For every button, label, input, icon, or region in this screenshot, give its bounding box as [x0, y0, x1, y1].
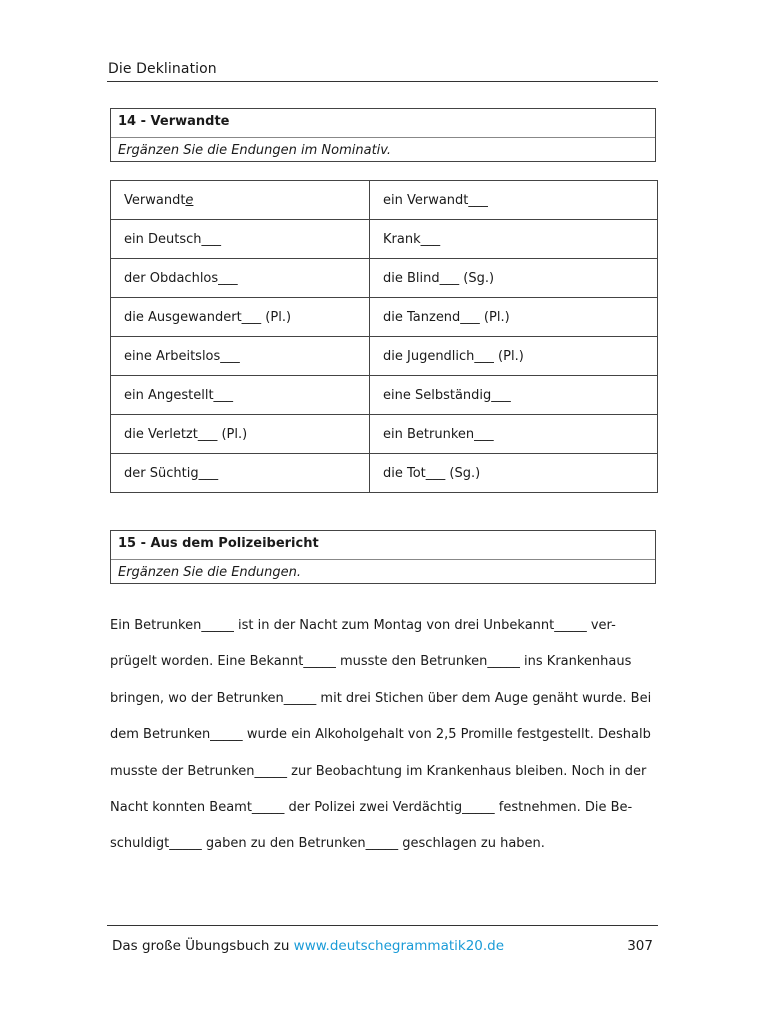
exercise-15-header	[110, 530, 656, 584]
header-rule	[107, 81, 658, 82]
exercise-15-text	[110, 608, 658, 863]
text-line: Nacht konnten Beamt_____ der Polizei zwei Verdächtig_____ festnehmen. Die Be-	[110, 799, 633, 815]
table-cell: ein Deutsch___	[111, 220, 370, 259]
footer-link[interactable]: www.deutschegrammatik20.de	[293, 938, 505, 954]
table-cell: die Blind___ (Sg.)	[370, 259, 658, 298]
table-cell: eine Selbständig___	[370, 376, 658, 415]
table-cell: ein Verwandt___	[370, 181, 658, 220]
table-row	[111, 259, 658, 298]
exercise-14-header	[110, 108, 656, 162]
exercise-14-table	[110, 180, 658, 493]
table-row	[111, 415, 658, 454]
table-cell: der Süchtig___	[111, 454, 370, 493]
table-cell: ein Betrunken___	[370, 415, 658, 454]
exercise-15-instruction: Ergänzen Sie die Endungen.	[118, 565, 302, 580]
table-cell: die Jugendlich___ (Pl.)	[370, 337, 658, 376]
table-cell: der Obdachlos___	[111, 259, 370, 298]
exercise-15-title: 15 - Aus dem Polizeibericht	[118, 536, 319, 551]
exercise-14-title: 14 - Verwandte	[118, 114, 230, 129]
table-cell: Krank___	[370, 220, 658, 259]
table-row	[111, 337, 658, 376]
example-word-stem: Verwandt	[124, 192, 186, 208]
table-cell: die Verletzt___ (Pl.)	[111, 415, 370, 454]
text-line: dem Betrunken_____ wurde ein Alkoholgehalt von 2,5 Promille festgestellt. Deshalb	[110, 727, 651, 743]
table-cell	[111, 181, 370, 220]
table-cell: ein Angestellt___	[111, 376, 370, 415]
table-row	[111, 376, 658, 415]
table-row	[111, 181, 658, 220]
table-cell: die Tanzend___ (Pl.)	[370, 298, 658, 337]
table-row	[111, 220, 658, 259]
exercise-15-divider	[111, 559, 655, 560]
exercise-14-divider	[111, 137, 655, 138]
running-header: Die Deklination	[108, 61, 217, 77]
table-row	[111, 454, 658, 493]
exercise-14-instruction: Ergänzen Sie die Endungen im Nominativ.	[118, 143, 392, 158]
table-cell: die Tot___ (Sg.)	[370, 454, 658, 493]
page-number: 307	[627, 938, 653, 954]
text-line: prügelt worden. Eine Bekannt_____ musste den Betrunken_____ ins Krankenhaus	[110, 654, 632, 670]
footer-rule	[107, 925, 658, 926]
example-word-ending: e	[185, 192, 194, 208]
table-cell: eine Arbeitslos___	[111, 337, 370, 376]
table-cell: die Ausgewandert___ (Pl.)	[111, 298, 370, 337]
footer-text: Das große Übungsbuch zu	[112, 938, 294, 954]
text-line: schuldigt_____ gaben zu den Betrunken_____ geschlagen zu haben.	[110, 836, 545, 852]
footer	[112, 938, 504, 954]
text-line: musste der Betrunken_____ zur Beobachtung im Krankenhaus bleiben. Noch in der	[110, 763, 647, 779]
text-line: bringen, wo der Betrunken_____ mit drei Stichen über dem Auge genäht wurde. Bei	[110, 690, 652, 706]
text-line: Ein Betrunken_____ ist in der Nacht zum Montag von drei Unbekannt_____ ver-	[110, 618, 616, 633]
table-row	[111, 298, 658, 337]
